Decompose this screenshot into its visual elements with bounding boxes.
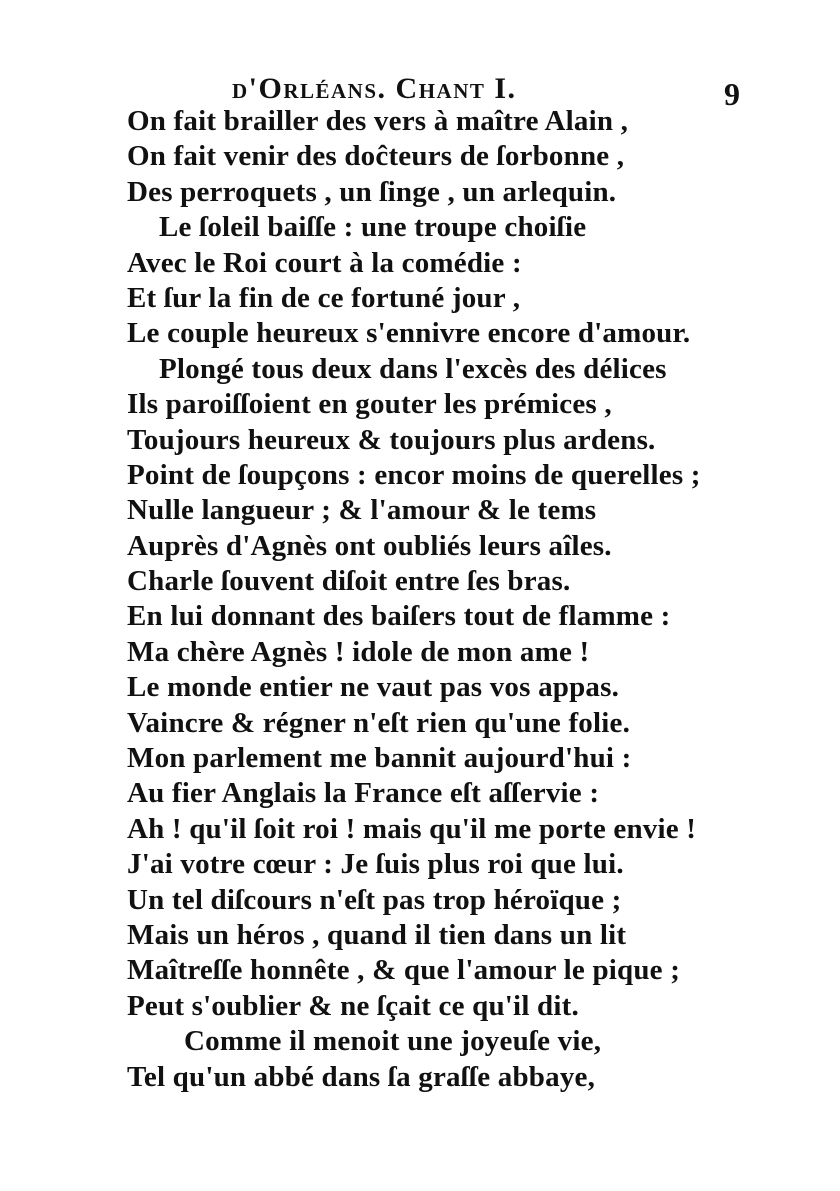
verse-line: Charle ſouvent diſoit entre ſes bras. — [127, 565, 571, 598]
verse-line: Nulle langueur ; & l'amour & le tems — [127, 494, 597, 527]
page-number: 9 — [724, 76, 740, 112]
verse-line: Et ſur la fin de ce fortuné jour , — [127, 281, 521, 314]
verse-line: Plongé tous deux dans l'excès des délices — [159, 352, 667, 385]
verse-line: Comme il menoit une joyeuſe vie, — [184, 1025, 602, 1058]
verse-line: Point de ſoupçons : encor moins de querelles ; — [127, 458, 701, 491]
verse-line: Vaincre & régner n'eſt rien qu'une folie. — [127, 706, 631, 739]
verse-line: Maîtreſſe honnête , & que l'amour le pique ; — [127, 954, 681, 987]
verse-line: Un tel diſcours n'eſt pas trop héroïque ; — [127, 883, 622, 916]
verse-line: Le ſoleil baiſſe : une troupe choiſie — [159, 211, 587, 244]
verse-block — [0, 104, 840, 1095]
verse-line: Au fier Anglais la France eſt aſſervie : — [127, 777, 600, 810]
verse-line: Toujours heureux & toujours plus ardens. — [127, 423, 656, 456]
verse-line: J'ai votre cœur : Je ſuis plus roi que lui. — [127, 848, 624, 881]
verse-line: On fait venir des doĉteurs de ſorbonne , — [127, 140, 625, 173]
verse-line: Ma chère Agnès ! idole de mon ame ! — [127, 635, 590, 668]
verse-line: Le monde entier ne vaut pas vos appas. — [127, 671, 620, 704]
verse-line: Auprès d'Agnès ont oubliés leurs aîles. — [127, 529, 612, 562]
verse-line: Mon parlement me bannit aujourd'hui : — [127, 742, 632, 775]
verse-line: Ah ! qu'il ſoit roi ! mais qu'il me porte envie ! — [127, 812, 697, 845]
verse-line: Avec le Roi court à la comédie : — [127, 246, 522, 279]
verse-line: Des perroquets , un ſinge , un arlequin. — [127, 175, 617, 208]
running-head: d'Orléans. Chant I. — [232, 72, 517, 105]
verse-line: Tel qu'un abbé dans ſa graſſe abbaye, — [127, 1060, 596, 1093]
verse-line: En lui donnant des baiſers tout de flamme : — [127, 600, 671, 633]
verse-line: Mais un héros , quand il tien dans un lit — [127, 918, 627, 951]
verse-line: On fait brailler des vers à maître Alain , — [127, 105, 629, 137]
verse-line: Ils paroiſſoient en gouter les prémices , — [127, 388, 612, 421]
verse-line: Le couple heureux s'ennivre encore d'amour. — [127, 317, 691, 350]
verse-line: Peut s'oublier & ne ſçait ce qu'il dit. — [127, 989, 579, 1022]
